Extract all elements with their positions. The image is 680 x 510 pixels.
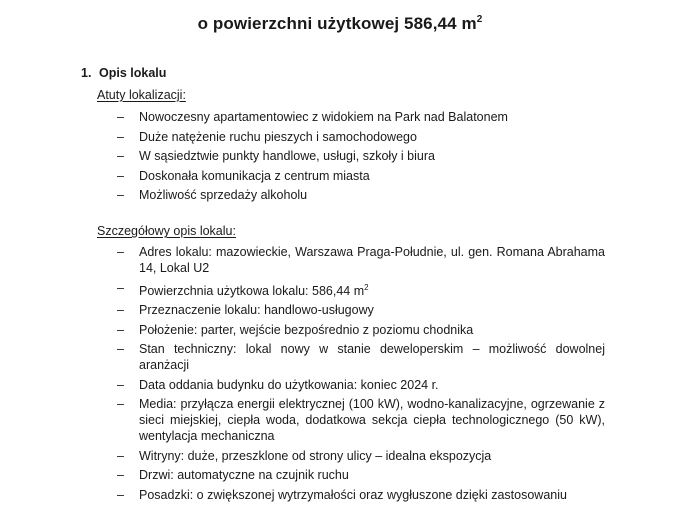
- bullet-dash: –: [117, 377, 124, 392]
- list-item-text: Możliwość sprzedaży alkoholu: [139, 188, 308, 202]
- list-item: [117, 448, 605, 464]
- list-item-text: Stan techniczny: lokal nowy w stanie deweloperskim – możliwość dowolnej aranżacji: [139, 342, 605, 372]
- list-item-text: Witryny: duże, przeszklone od strony ulicy – idealna ekspozycja: [139, 448, 492, 463]
- title-superscript: 2: [476, 14, 483, 25]
- bullet-dash: –: [117, 322, 124, 337]
- document-title: [0, 14, 680, 34]
- list-item: [117, 109, 605, 125]
- bullet-dash: –: [117, 168, 124, 183]
- section-heading: [81, 66, 166, 80]
- list-item: [117, 377, 605, 393]
- list-item-text: Posadzki: o zwiększonej wytrzymałości oraz wygłuszone dzięki zastosowaniu: [139, 487, 567, 502]
- bullet-dash: –: [117, 468, 124, 482]
- list-item: [117, 396, 605, 444]
- list-item: [117, 302, 605, 318]
- bullet-dash: –: [117, 129, 124, 144]
- bullet-dash: –: [117, 245, 124, 259]
- list-item: [117, 341, 605, 373]
- list-item: [117, 244, 605, 276]
- list-item-text: Doskonała komunikacja z centrum miasta: [139, 168, 370, 183]
- list-item-text: Adres lokalu: mazowieckie, Warszawa Praga-Południe, ul. gen. Romana Abrahama 14, Lokal U2: [139, 245, 605, 275]
- list-item-text: Nowoczesny apartamentowiec z widokiem na Park nad Balatonem: [139, 110, 508, 124]
- list-item-text: Duże natężenie ruchu pieszych i samochodowego: [139, 129, 417, 144]
- list-item-text: Data oddania budynku do użytkowania: koniec 2024 r.: [139, 377, 439, 392]
- list-item-text: Przeznaczenie lokalu: handlowo-usługowy: [139, 303, 374, 317]
- area-superscript: 2: [364, 282, 369, 292]
- atuty-heading: Atuty lokalizacji:: [97, 88, 186, 102]
- section-label: Opis lokalu: [99, 66, 167, 80]
- bullet-dash: –: [117, 397, 124, 411]
- list-item: [117, 148, 605, 164]
- list-item-text: W sąsiedztwie punkty handlowe, usługi, szkoły i biura: [139, 149, 435, 163]
- list-item-text: Media: przyłącza energii elektrycznej (100 kW), wodno-kanalizacyjne, ogrzewanie z sieci miejskiej, ciepła woda, dodatkowa sekcja ciepła technologicznego (50 kW), wentylacja mechaniczna: [139, 397, 605, 443]
- bullet-dash: –: [117, 188, 124, 202]
- list-item: [117, 280, 605, 299]
- bullet-dash: –: [117, 149, 124, 163]
- title-text: o powierzchni użytkowej 586,44 m: [197, 14, 477, 33]
- section-number: 1.: [81, 66, 92, 80]
- atuty-list: [117, 109, 605, 207]
- list-item: [117, 467, 605, 483]
- list-item: [117, 187, 605, 203]
- bullet-dash: –: [117, 110, 124, 124]
- bullet-dash: –: [117, 303, 124, 317]
- list-item-text: Powierzchnia użytkowa lokalu: 586,44 m: [139, 283, 365, 298]
- list-item: [117, 168, 605, 184]
- list-item: [117, 322, 605, 338]
- bullet-dash: –: [117, 487, 124, 502]
- list-item: [117, 487, 605, 503]
- list-item: [117, 129, 605, 145]
- list-item-text: Położenie: parter, wejście bezpośrednio z poziomu chodnika: [139, 322, 474, 337]
- bullet-dash: –: [117, 280, 124, 295]
- bullet-dash: –: [117, 342, 124, 356]
- opis-heading: Szczegółowy opis lokalu:: [97, 224, 236, 238]
- bullet-dash: –: [117, 448, 124, 463]
- opis-list: [117, 244, 605, 506]
- list-item-text: Drzwi: automatyczne na czujnik ruchu: [139, 468, 349, 482]
